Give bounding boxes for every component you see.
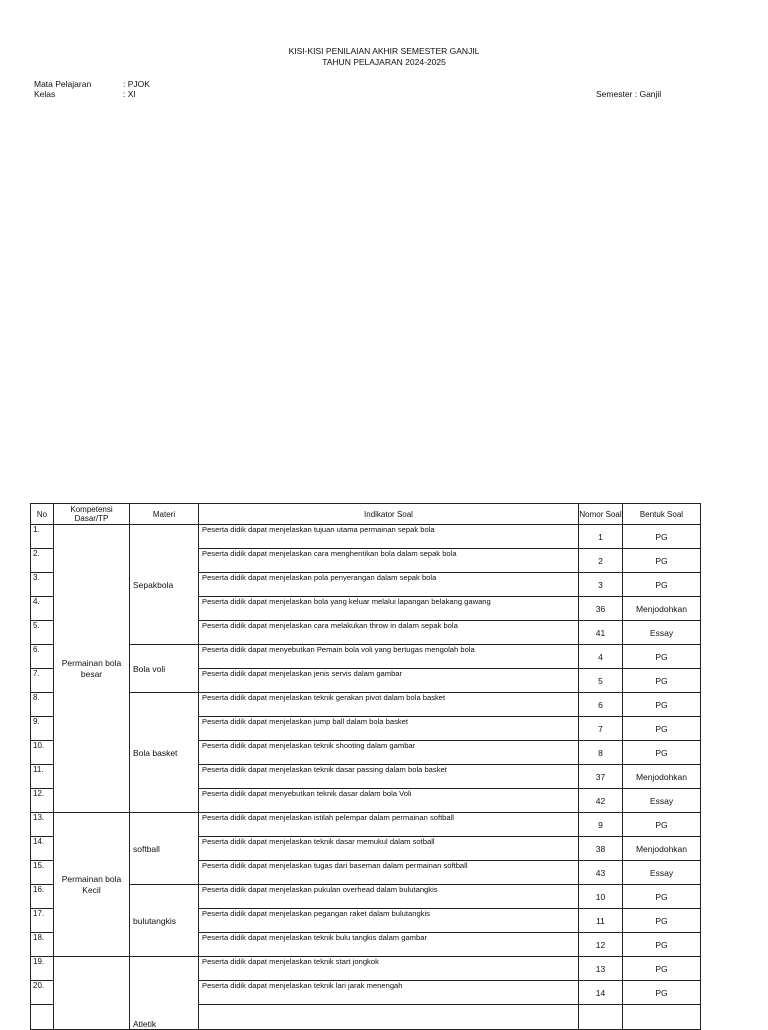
nomor-soal-cell: 41: [579, 621, 623, 645]
indikator-cell: Peserta didik dapat menjelaskan teknik shooting dalam gambar: [199, 741, 579, 765]
kisi-kisi-table: [30, 503, 701, 1030]
indikator-cell: Peserta didik dapat menjelaskan bola yang keluar melalui lapangan belakang gawang: [199, 597, 579, 621]
materi-cell: Bola basket: [130, 693, 199, 813]
bentuk-soal-cell: Essay: [623, 789, 701, 813]
bentuk-soal-cell: PG: [623, 933, 701, 957]
row-no: 6.: [31, 645, 54, 669]
row-no: 18.: [31, 933, 54, 957]
row-no: 12.: [31, 789, 54, 813]
nomor-soal-cell: 1: [579, 525, 623, 549]
row-no: 10.: [31, 741, 54, 765]
indikator-cell: Peserta didik dapat menjelaskan pukulan overhead dalam bulutangkis: [199, 885, 579, 909]
bentuk-soal-cell: PG: [623, 669, 701, 693]
indikator-cell: [199, 1005, 579, 1030]
indikator-cell: Peserta didik dapat menjelaskan jump ball dalam bola basket: [199, 717, 579, 741]
nomor-soal-cell: 12: [579, 933, 623, 957]
table-row: [31, 645, 701, 669]
bentuk-soal-cell: PG: [623, 549, 701, 573]
nomor-soal-cell: 2: [579, 549, 623, 573]
indikator-cell: Peserta didik dapat menjelaskan tugas dari baseman dalam permainan softball: [199, 861, 579, 885]
indikator-cell: Peserta didik dapat menyebutkan teknik dasar dalam bola Voli: [199, 789, 579, 813]
col-header-nomor-soal: Nomor Soal: [579, 504, 623, 525]
table-row: [31, 693, 701, 717]
bentuk-soal-cell: Menjodohkan: [623, 597, 701, 621]
nomor-soal-cell: 42: [579, 789, 623, 813]
materi-cell: Bola voli: [130, 645, 199, 693]
indikator-cell: Peserta didik dapat menjelaskan cara menghentikan bola dalam sepak bola: [199, 549, 579, 573]
table-row: [31, 813, 701, 837]
table-row: [31, 885, 701, 909]
row-no: 4.: [31, 597, 54, 621]
bentuk-soal-cell: PG: [623, 957, 701, 981]
row-no: 9.: [31, 717, 54, 741]
indikator-cell: Peserta didik dapat menjelaskan istilah pelempar dalam permainan softball: [199, 813, 579, 837]
bentuk-soal-cell: Essay: [623, 621, 701, 645]
bentuk-soal-cell: [623, 1005, 701, 1030]
row-no: 7.: [31, 669, 54, 693]
nomor-soal-cell: 6: [579, 693, 623, 717]
materi-cell: softball: [130, 813, 199, 885]
indikator-cell: Peserta didik dapat menjelaskan teknik gerakan pivot dalam bola basket: [199, 693, 579, 717]
row-no: 8.: [31, 693, 54, 717]
row-no: 5.: [31, 621, 54, 645]
nomor-soal-cell: 8: [579, 741, 623, 765]
indikator-cell: Peserta didik dapat menjelaskan jenis servis dalam gambar: [199, 669, 579, 693]
nomor-soal-cell: 37: [579, 765, 623, 789]
kelas-label: Kelas: [34, 89, 56, 99]
row-no: 17.: [31, 909, 54, 933]
nomor-soal-cell: [579, 1005, 623, 1030]
bentuk-soal-cell: PG: [623, 693, 701, 717]
indikator-cell: Peserta didik dapat menjelaskan pegangan raket dalam bulutangkis: [199, 909, 579, 933]
indikator-cell: Peserta didik dapat menyebutkan Pemain bola voli yang bertugas mengolah bola: [199, 645, 579, 669]
materi-cell: Atletik: [130, 957, 199, 1030]
nomor-soal-cell: 43: [579, 861, 623, 885]
mapel-label: Mata Pelajaran: [34, 79, 92, 89]
kompetensi-cell: [54, 957, 130, 1030]
row-no: 19.: [31, 957, 54, 981]
nomor-soal-cell: 5: [579, 669, 623, 693]
col-header-no: No: [31, 504, 54, 525]
nomor-soal-cell: 13: [579, 957, 623, 981]
kelas-value: : XI: [123, 89, 136, 99]
indikator-cell: Peserta didik dapat menjelaskan cara melakukan throw in dalam sepak bola: [199, 621, 579, 645]
materi-cell: Sepakbola: [130, 525, 199, 645]
indikator-cell: Peserta didik dapat menjelaskan tujuan utama permainan sepak bola: [199, 525, 579, 549]
row-no: 3.: [31, 573, 54, 597]
nomor-soal-cell: 38: [579, 837, 623, 861]
semester-info: Semester : Ganjil: [596, 89, 662, 99]
materi-cell: bulutangkis: [130, 885, 199, 957]
nomor-soal-cell: 7: [579, 717, 623, 741]
nomor-soal-cell: 9: [579, 813, 623, 837]
table-row: [31, 525, 701, 549]
bentuk-soal-cell: PG: [623, 525, 701, 549]
row-no: 1.: [31, 525, 54, 549]
bentuk-soal-cell: Essay: [623, 861, 701, 885]
row-no: 20.: [31, 981, 54, 1005]
col-header-indikator: Indikator Soal: [199, 504, 579, 525]
indikator-cell: Peserta didik dapat menjelaskan pola penyerangan dalam sepak bola: [199, 573, 579, 597]
nomor-soal-cell: 3: [579, 573, 623, 597]
row-no: 13.: [31, 813, 54, 837]
bentuk-soal-cell: Menjodohkan: [623, 837, 701, 861]
mapel-value: : PJOK: [123, 79, 150, 89]
bentuk-soal-cell: PG: [623, 741, 701, 765]
row-no: 15.: [31, 861, 54, 885]
document-subtitle: TAHUN PELAJARAN 2024-2025: [322, 57, 446, 67]
nomor-soal-cell: 36: [579, 597, 623, 621]
bentuk-soal-cell: PG: [623, 909, 701, 933]
bentuk-soal-cell: Menjodohkan: [623, 765, 701, 789]
bentuk-soal-cell: PG: [623, 885, 701, 909]
indikator-cell: Peserta didik dapat menjelaskan teknik dasar memukul dalam sotball: [199, 837, 579, 861]
bentuk-soal-cell: PG: [623, 717, 701, 741]
table-row: [31, 957, 701, 981]
col-header-materi: Materi: [130, 504, 199, 525]
bentuk-soal-cell: PG: [623, 813, 701, 837]
nomor-soal-cell: 4: [579, 645, 623, 669]
col-header-bentuk-soal: Bentuk Soal: [623, 504, 701, 525]
nomor-soal-cell: 14: [579, 981, 623, 1005]
kompetensi-cell: Permainan bola besar: [54, 525, 130, 813]
col-header-kompetensi: Kompetensi Dasar/TP: [54, 504, 130, 525]
row-no: 2.: [31, 549, 54, 573]
document-title: KISI-KISI PENILAIAN AKHIR SEMESTER GANJIL: [288, 46, 480, 56]
table-header-row: [31, 504, 701, 525]
row-no: 11.: [31, 765, 54, 789]
row-no: 16.: [31, 885, 54, 909]
row-no: 14.: [31, 837, 54, 861]
bentuk-soal-cell: PG: [623, 981, 701, 1005]
bentuk-soal-cell: PG: [623, 645, 701, 669]
indikator-cell: Peserta didik dapat menjelaskan teknik lari jarak menengah: [199, 981, 579, 1005]
row-no: [31, 1005, 54, 1030]
nomor-soal-cell: 10: [579, 885, 623, 909]
nomor-soal-cell: 11: [579, 909, 623, 933]
indikator-cell: Peserta didik dapat menjelaskan teknik dasar passing dalam bola basket: [199, 765, 579, 789]
bentuk-soal-cell: PG: [623, 573, 701, 597]
indikator-cell: Peserta didik dapat menjelaskan teknik start jongkok: [199, 957, 579, 981]
indikator-cell: Peserta didik dapat menjelaskan teknik bulu tangkis dalam gambar: [199, 933, 579, 957]
kompetensi-cell: Permainan bola Kecil: [54, 813, 130, 957]
